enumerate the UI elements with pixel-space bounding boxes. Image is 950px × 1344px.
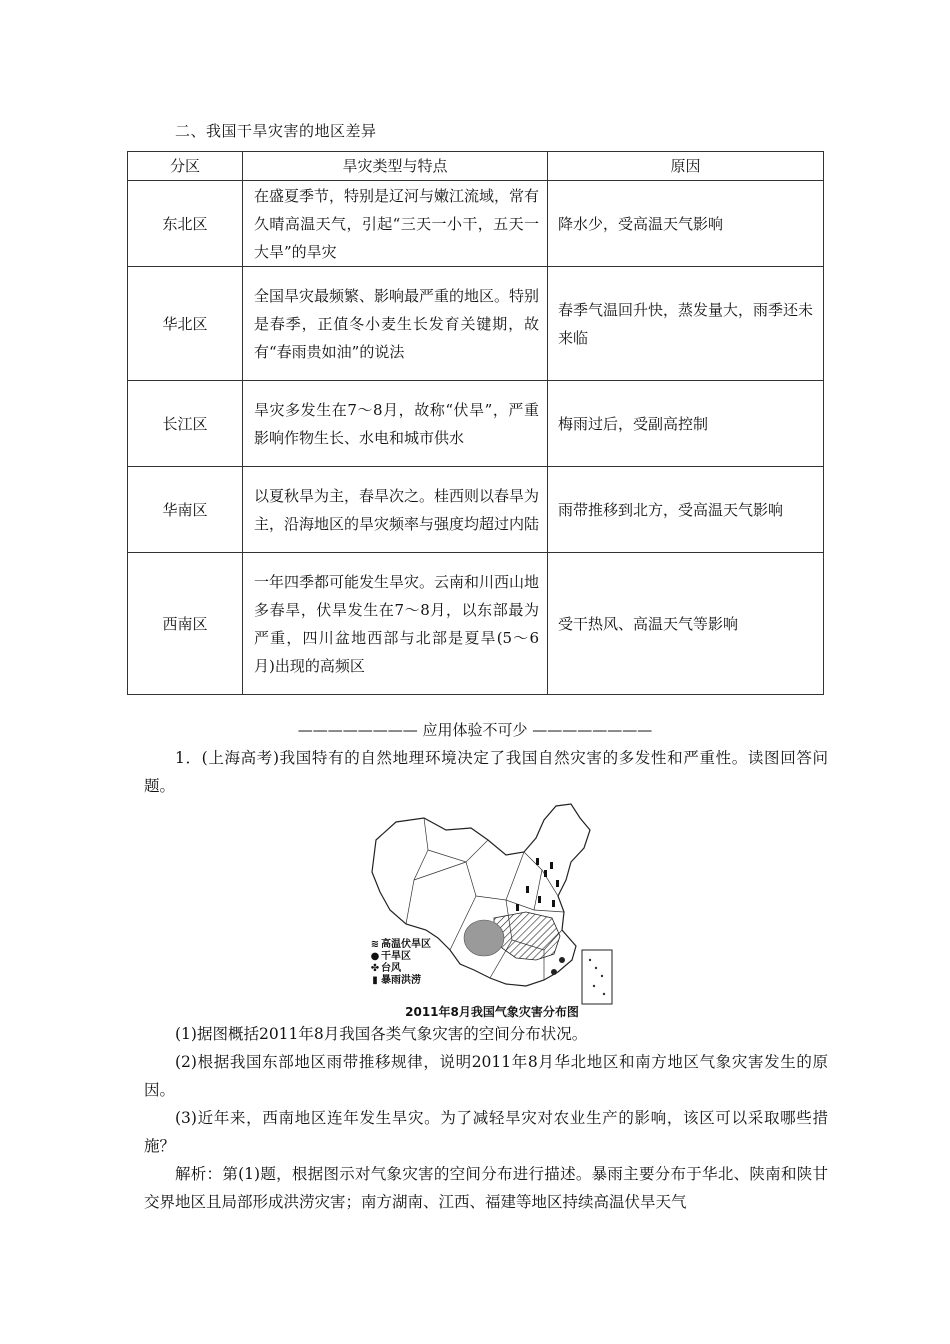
sub-question-3: (3)近年来，西南地区连年发生旱灾。为了减轻旱灾对农业生产的影响，该区可以采取哪些措施？ — [144, 1109, 828, 1155]
row-region: 长江区 — [128, 381, 243, 467]
map-legend — [369, 939, 431, 987]
legend-item — [369, 963, 431, 975]
legend-label: 暴雨洪涝 — [381, 975, 421, 986]
legend-label: 干旱区 — [381, 951, 411, 962]
weather-disaster-map — [366, 800, 618, 1030]
table-row — [128, 381, 824, 467]
analysis-text: 解析：第(1)题，根据图示对气象灾害的空间分布进行描述。暴雨主要分布于华北、陕南和陕甘交界地区且局部形成洪涝灾害；南方湖南、江西、福建等地区持续高温伏旱天气 — [144, 1165, 828, 1211]
row-cause: 降水少，受高温天气影响 — [548, 181, 824, 267]
sub-question-2: (2)根据我国东部地区雨带推移规律，说明2011年8月华北地区和南方地区气象灾害发生的原因。 — [144, 1053, 828, 1099]
table-row — [128, 553, 824, 695]
row-region: 西南区 — [128, 553, 243, 695]
row-type: 在盛夏季节，特别是辽河与嫩江流域，常有久晴高温天气，引起“三天一小干，五天一大旱”的旱灾 — [243, 181, 548, 267]
row-cause: 梅雨过后，受副高控制 — [548, 381, 824, 467]
table-row — [128, 181, 824, 267]
row-cause: 受干热风、高温天气等影响 — [548, 553, 824, 695]
row-type: 一年四季都可能发生旱灾。云南和川西山地多春旱，伏旱发生在7～8月，以东部最为严重，四川盆地西部与北部是夏旱(5～6月)出现的高频区 — [243, 553, 548, 695]
header-cause: 原因 — [548, 152, 824, 181]
question-intro: 1．(上海高考)我国特有的自然地理环境决定了我国自然灾害的多发性和严重性。读图回答问题。 — [144, 749, 828, 795]
rain-bar-icon: ▮ — [372, 975, 378, 986]
legend-label: 高温伏旱区 — [381, 939, 431, 950]
legend-label: 台风 — [381, 963, 401, 974]
row-type: 全国旱灾最频繁、影响最严重的地区。特别是春季，正值冬小麦生长发育关键期，故有“春雨贵如油”的说法 — [243, 267, 548, 381]
row-cause: 雨带推移到北方，受高温天气影响 — [548, 467, 824, 553]
header-type: 旱灾类型与特点 — [243, 152, 548, 181]
china-map-figure — [366, 800, 618, 1030]
table-row — [128, 467, 824, 553]
dry-area — [464, 920, 504, 956]
table-row — [128, 267, 824, 381]
sub-question-1: (1)据图概括2011年8月我国各类气象灾害的空间分布状况。 — [175, 1025, 588, 1043]
table-header-row — [128, 152, 824, 181]
typhoon-icon: ✤ — [370, 963, 380, 974]
row-cause: 春季气温回升快，蒸发量大，雨季还未来临 — [548, 267, 824, 381]
legend-item — [369, 951, 431, 963]
hatch-icon: ≋ — [370, 939, 380, 950]
circle-icon: ● — [370, 951, 380, 962]
legend-item — [369, 975, 431, 987]
row-region: 华南区 — [128, 467, 243, 553]
header-region: 分区 — [128, 152, 243, 181]
drought-region-table — [127, 151, 824, 695]
row-type: 以夏秋旱为主，春旱次之。桂西则以春旱为主，沿海地区的旱灾频率与强度均超过内陆 — [243, 467, 548, 553]
row-region: 东北区 — [128, 181, 243, 267]
south-china-sea-inset — [582, 950, 612, 1004]
row-region: 华北区 — [128, 267, 243, 381]
legend-item — [369, 939, 431, 951]
map-caption: 2011年8月我国气象灾害分布图 — [405, 1005, 579, 1019]
row-type: 旱灾多发生在7～8月，故称“伏旱”，严重影响作物生长、水电和城市供水 — [243, 381, 548, 467]
section-divider: ———————— 应用体验不可少 ———————— — [297, 721, 653, 739]
section-title: 二、我国干旱灾害的地区差异 — [175, 122, 377, 140]
